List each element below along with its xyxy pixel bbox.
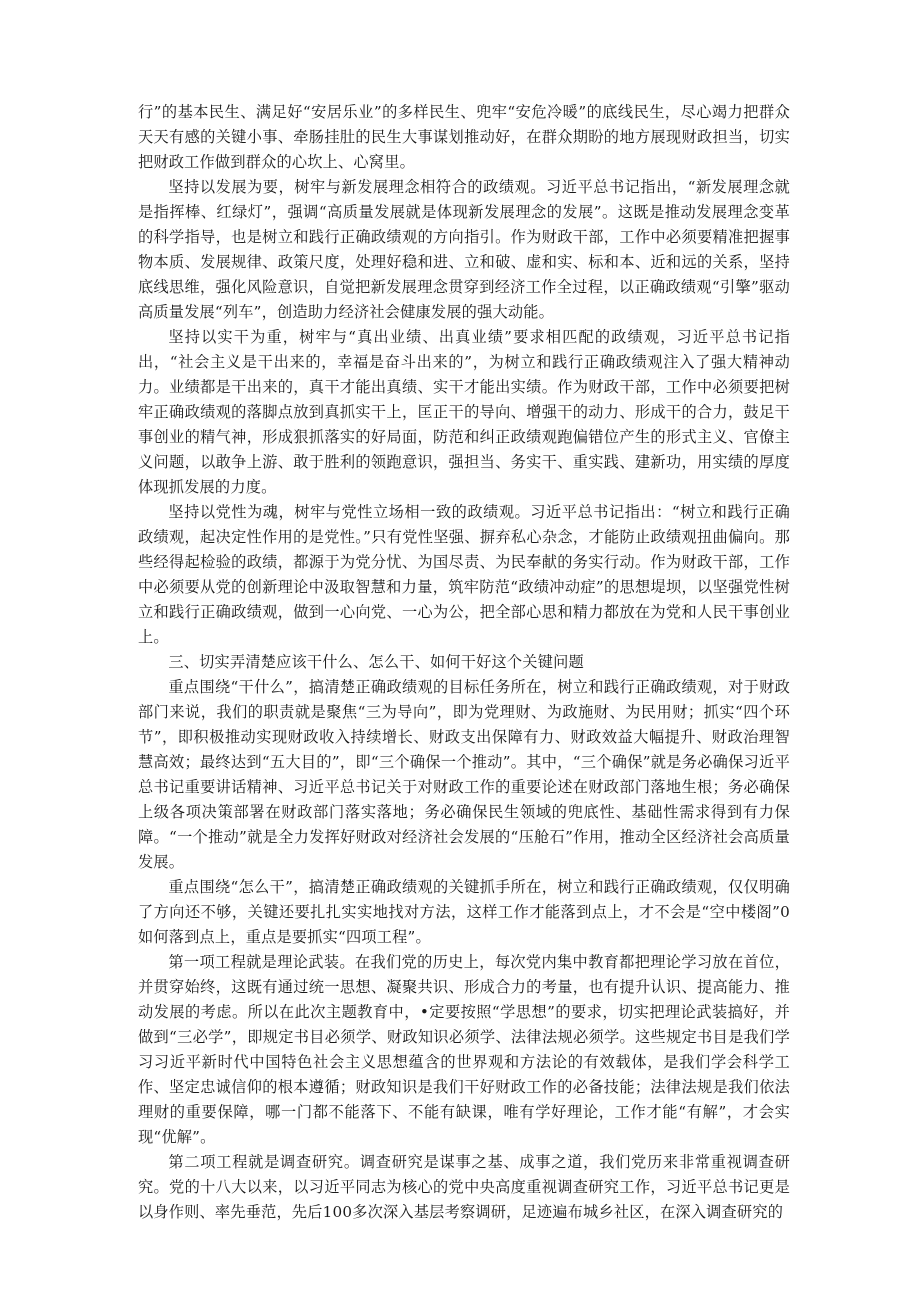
paragraph-1: 行”的基本民生、满足好“安居乐业”的多样民生、兜牢“安危冷暖”的底线民生，尽心竭力把群众天天有感的关键小事、牵肠挂肚的民生大事谋划推动好，在群众期盼的地方展现财政担当，切实把财政工作做到群众的心坎上、心窝里。: [138, 103, 790, 171]
paragraph-3: 坚持以实干为重，树牢与“真出业绩、出真业绩”要求相匹配的政绩观，习近平总书记指出，“社会主义是干出来的，幸福是奋斗出来的”，为树立和践行正确政绩观注入了强大精神动力。业绩都是干出来的，真干才能出真绩、实干才能出实绩。作为财政干部，工作中必须要把树牢正确政绩观的落脚点放到真抓实干上，匡正干的导向、增强干的动力、形成干的合力，鼓足干事创业的精气神，形成狠抓落实的好局面，防范和纠正政绩观跑偏错位产生的形式主义、官僚主义问题，以敢争上游、敢于胜利的领跑意识，强担当、务实干、重实践、建新功，用实绩的厚度体现抓发展的力度。: [138, 328, 790, 496]
paragraph-7: 重点围绕“怎么干”，搞清楚正确政绩观的关键抓手所在，树立和践行正确政绩观，仅仅明确了方向还不够，关键还要扎扎实实地找对方法，这样工作才能落到点上，才不会是“空中楼阁”0如何落到点上，重点是要抓实“四项工程”。: [138, 878, 790, 946]
paragraph-4: 坚持以党性为魂，树牢与党性立场相一致的政绩观。习近平总书记指出：“树立和践行正确政绩观，起决定性作用的是党性。”只有党性坚强、摒弃私心杂念，才能防止政绩观扭曲偏向。那些经得起检验的政绩，都源于为党分忧、为国尽责、为民奉献的务实行动。作为财政干部，工作中必须要从党的创新理论中汲取智慧和力量，筑牢防范“政绩冲动症”的思想堤坝，以坚强党性树立和践行正确政绩观，做到一心向党、一心为公，把全部心思和精力都放在为党和人民干事创业上。: [138, 503, 790, 646]
paragraph-2: 坚持以发展为要，树牢与新发展理念相符合的政绩观。习近平总书记指出，“新发展理念就是指挥棒、红绿灯”，强调“高质量发展就是体现新发展理念的发展”。这既是推动发展理念变革的科学指导，也是树立和践行正确政绩观的方向指引。作为财政干部，工作中必须要精准把握事物本质、发展规律、政策尺度，处理好稳和进、立和破、虚和实、标和本、近和远的关系，坚持底线思维，强化风险意识，自觉把新发展理念贯穿到经济工作全过程，以正确政绩观“引擎”驱动高质量发展“列车”，创造助力经济社会健康发展的强大动能。: [138, 178, 790, 321]
document-page: [138, 100, 790, 1225]
section-heading: 三、切实弄清楚应该干什么、怎么干、如何干好这个关键问题: [168, 653, 584, 671]
paragraph-9: 第二项工程就是调查研究。调查研究是谋事之基、成事之道，我们党历来非常重视调查研究。党的十八大以来，以习近平同志为核心的党中央高度重视调查研究工作，习近平总书记更是以身作则、率先垂范，先后100多次深入基层考察调研，足迹遍布城乡社区，在深入调查研究的: [138, 1153, 790, 1221]
paragraph-8: 第一项工程就是理论武装。在我们党的历史上，每次党内集中教育都把理论学习放在首位，并贯穿始终，这既有通过统一思想、凝聚共识、形成合力的考量，也有提升认识、提高能力、推动发展的考虑。所以在此次主题教育中，•定要按照“学思想”的要求，切实把理论武装搞好，并做到“三必学”，即规定书目必须学、财政知识必须学、法律法规必须学。这些规定书目是我们学习习近平新时代中国特色社会主义思想蕴含的世界观和方法论的有效载体，是我们学会科学工作、坚定忠诚信仰的根本遵循；财政知识是我们干好财政工作的必备技能；法律法规是我们依法理财的重要保障，哪一门都不能落下、不能有缺课，唯有学好理论，工作才能“有解”，才会实现“优解”。: [138, 953, 790, 1146]
paragraph-6: 重点围绕“干什么”，搞清楚正确政绩观的目标任务所在，树立和践行正确政绩观，对于财政部门来说，我们的职责就是聚焦“三为导向”，即为党理财、为政施财、为民用财；抓实“四个环节”，即积极推动实现财政收入持续增长、财政支出保障有力、财政效益大幅提升、财政治理智慧高效；最终达到“五大目的”，即“三个确保一个推动”。其中，“三个确保”就是务必确保习近平总书记重要讲话精神、习近平总书记关于对财政工作的重要论述在财政部门落地生根；务必确保上级各项决策部署在财政部门落实落地；务必确保民生领域的兜底性、基础性需求得到有力保障。“一个推动”就是全力发挥好财政对经济社会发展的“压舱石”作用，推动全区经济社会高质量发展。: [138, 678, 790, 871]
